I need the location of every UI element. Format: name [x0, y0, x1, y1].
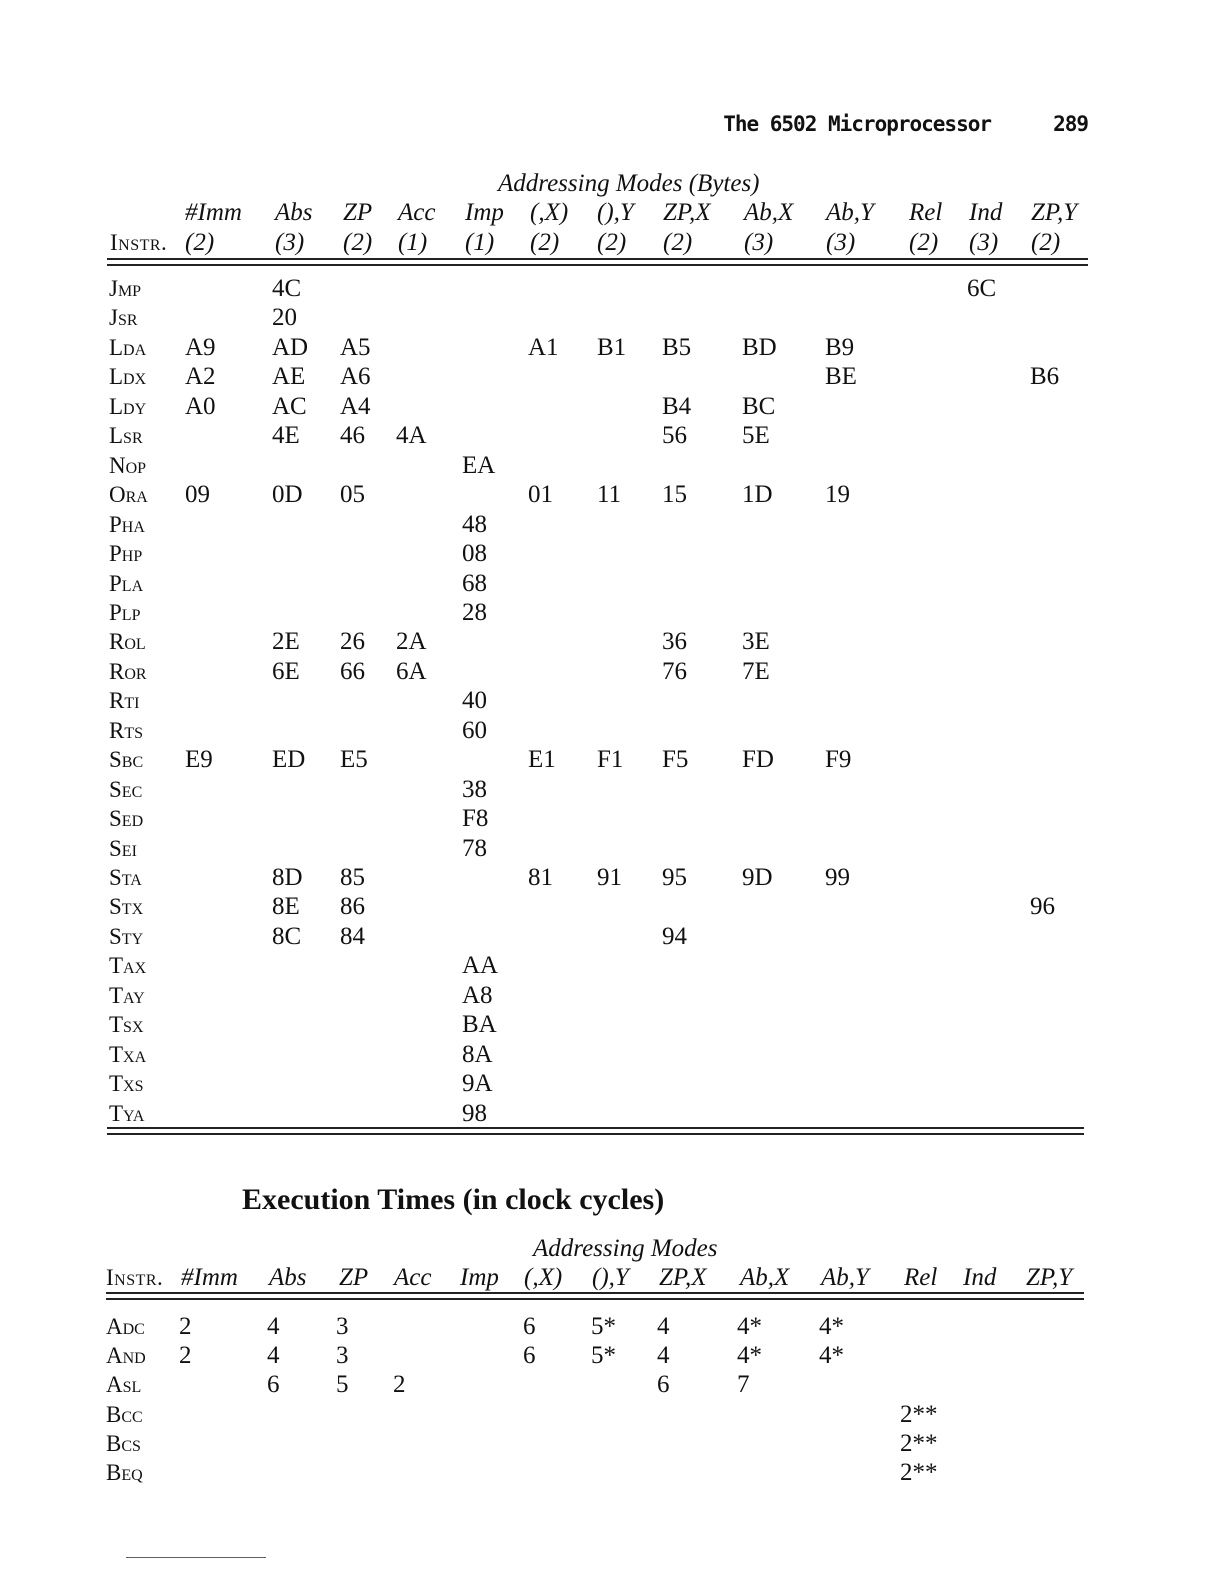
exec-column-header: Ind: [963, 1264, 997, 1291]
opcode-cell: 9D: [742, 864, 773, 891]
opcode-cell: 95: [662, 864, 687, 891]
column-bytes: (3): [275, 229, 305, 256]
cycle-count-cell: 2: [179, 1313, 192, 1340]
opcode-cell: 4C: [272, 275, 302, 302]
opcode-cell: A0: [185, 393, 216, 420]
opcode-cell: 19: [825, 481, 850, 508]
exec-column-header: Abs: [269, 1264, 307, 1291]
opcode-cell: 15: [662, 481, 687, 508]
cycle-count-cell: 6: [267, 1371, 280, 1398]
column-bytes: (2): [909, 229, 939, 256]
opcode-cell: E1: [528, 746, 556, 773]
opcode-cell: FD: [742, 746, 774, 773]
opcode-cell: BE: [825, 363, 857, 390]
opcode-cell: BA: [462, 1011, 497, 1038]
opcode-cell: 76: [662, 658, 687, 685]
instruction-mnemonic: Txs: [109, 1071, 144, 1096]
opcode-cell: 98: [462, 1100, 487, 1127]
instruction-mnemonic: Ora: [109, 482, 148, 507]
cycle-count-cell: 4*: [819, 1342, 844, 1369]
opcode-cell: 38: [462, 776, 487, 803]
column-bytes: (2): [185, 229, 215, 256]
opcode-cell: ED: [272, 746, 306, 773]
cycle-count-cell: 2: [393, 1371, 406, 1398]
opcode-cell: A2: [185, 363, 216, 390]
instruction-mnemonic: Stx: [109, 894, 144, 919]
column-bytes: (1): [465, 229, 495, 256]
table-end-rule-top: [107, 1127, 1084, 1129]
cycle-count-cell: 3: [336, 1342, 349, 1369]
opcode-cell: 7E: [742, 658, 770, 685]
instruction-mnemonic: Txa: [109, 1042, 147, 1067]
opcode-cell: F1: [597, 746, 624, 773]
instruction-mnemonic: Tax: [109, 953, 147, 978]
opcode-cell: EA: [462, 452, 496, 479]
cycle-count-cell: 4: [267, 1313, 280, 1340]
opcode-cell: 4E: [272, 422, 300, 449]
cycle-count-cell: 7: [737, 1371, 750, 1398]
opcode-cell: 8A: [462, 1041, 493, 1068]
opcode-cell: B6: [1030, 363, 1060, 390]
opcode-cell: 05: [340, 481, 365, 508]
exec-column-header: ZP: [339, 1264, 369, 1291]
instruction-mnemonic: Rti: [109, 688, 140, 713]
column-bytes: (1): [398, 229, 428, 256]
opcode-cell: 56: [662, 422, 687, 449]
instruction-mnemonic: Pla: [109, 571, 144, 596]
column-bytes: (2): [1031, 229, 1061, 256]
column-header: ZP: [343, 199, 373, 226]
opcode-cell: AA: [462, 952, 499, 979]
column-header: ZP,X: [663, 199, 711, 226]
footer-link-underline: [126, 1557, 266, 1558]
opcode-cell: F5: [662, 746, 689, 773]
opcode-cell: A4: [340, 393, 371, 420]
exec-header-rule-top: [106, 1292, 1084, 1294]
column-bytes: (2): [663, 229, 693, 256]
cycle-count-cell: 5*: [591, 1342, 616, 1369]
column-header: (,X): [530, 199, 569, 226]
instruction-mnemonic: Lda: [109, 335, 147, 360]
opcode-cell: AD: [272, 334, 309, 361]
opcode-cell: 68: [462, 570, 487, 597]
opcode-cell: 91: [597, 864, 622, 891]
book-title: The 6502 Microprocessor: [723, 112, 991, 136]
column-header: Acc: [398, 199, 436, 226]
opcode-cell: 96: [1030, 893, 1055, 920]
exec-group-title: Addressing Modes: [533, 1235, 718, 1262]
opcode-cell: B5: [662, 334, 692, 361]
opcode-cell: 26: [340, 628, 365, 655]
opcode-cell: A6: [340, 363, 371, 390]
instruction-mnemonic: Lsr: [109, 423, 143, 448]
opcode-cell: 6A: [396, 658, 427, 685]
column-header: (),Y: [597, 199, 634, 226]
column-header: Rel: [909, 199, 943, 226]
instruction-mnemonic: Rol: [109, 629, 146, 654]
opcode-cell: E5: [340, 746, 368, 773]
exec-instruction-mnemonic: Bcc: [106, 1402, 143, 1427]
opcode-cell: 1D: [742, 481, 773, 508]
opcode-cell: 01: [528, 481, 553, 508]
column-bytes: (3): [744, 229, 774, 256]
instruction-mnemonic: Sta: [109, 865, 142, 890]
running-head: [640, 112, 1088, 140]
instruction-mnemonic: Jsr: [109, 305, 138, 330]
exec-instruction-mnemonic: Beq: [106, 1460, 143, 1485]
opcode-cell: 60: [462, 717, 487, 744]
opcode-cell: 8C: [272, 923, 302, 950]
opcode-cell: 5E: [742, 422, 770, 449]
exec-column-header: ZP,Y: [1026, 1264, 1073, 1291]
opcode-cell: 09: [185, 481, 210, 508]
opcode-group-title: Addressing Modes (Bytes): [498, 170, 760, 197]
cycle-count-cell: 6: [523, 1342, 536, 1369]
opcode-cell: B1: [597, 334, 627, 361]
opcode-cell: 99: [825, 864, 850, 891]
opcode-cell: F8: [462, 805, 489, 832]
opcode-cell: 2E: [272, 628, 300, 655]
instruction-mnemonic: Pha: [109, 512, 145, 537]
cycle-count-cell: 4: [657, 1342, 670, 1369]
instruction-mnemonic: Jmp: [109, 276, 142, 301]
instruction-mnemonic: Ldx: [109, 364, 147, 389]
instruction-mnemonic: Nop: [109, 453, 147, 478]
opcode-cell: 20: [272, 304, 297, 331]
cycle-count-cell: 2**: [900, 1430, 938, 1457]
opcode-cell: A1: [528, 334, 559, 361]
exec-instr-label: Instr.: [106, 1265, 164, 1290]
exec-instruction-mnemonic: Bcs: [106, 1431, 141, 1456]
opcode-cell: AC: [272, 393, 307, 420]
cycle-count-cell: 6: [657, 1371, 670, 1398]
cycle-count-cell: 4: [267, 1342, 280, 1369]
column-header: Ab,Y: [826, 199, 874, 226]
opcode-cell: A8: [462, 982, 493, 1009]
instruction-mnemonic: Sty: [109, 924, 144, 949]
opcode-cell: 78: [462, 835, 487, 862]
opcode-cell: 0D: [272, 481, 303, 508]
instruction-mnemonic: Plp: [109, 600, 141, 625]
exec-column-header: Rel: [904, 1264, 938, 1291]
exec-column-header: Ab,Y: [821, 1264, 869, 1291]
instruction-mnemonic: Php: [109, 541, 143, 566]
execution-times-title: Execution Times (in clock cycles): [242, 1183, 665, 1216]
opcode-cell: 6C: [967, 275, 997, 302]
opcode-cell: AE: [272, 363, 306, 390]
cycle-count-cell: 5*: [591, 1313, 616, 1340]
instruction-mnemonic: Sei: [109, 836, 137, 861]
opcode-cell: BC: [742, 393, 776, 420]
instruction-mnemonic: Rts: [109, 718, 144, 743]
column-header: Ind: [969, 199, 1003, 226]
exec-instruction-mnemonic: Asl: [106, 1372, 142, 1397]
opcode-cell: 4A: [396, 422, 427, 449]
column-bytes: (2): [530, 229, 560, 256]
column-header: ZP,Y: [1031, 199, 1078, 226]
opcode-cell: 28: [462, 599, 487, 626]
exec-instruction-mnemonic: Adc: [106, 1314, 145, 1339]
exec-column-header: Ab,X: [740, 1264, 790, 1291]
cycle-count-cell: 4*: [737, 1342, 762, 1369]
opcode-cell: 11: [597, 481, 622, 508]
opcode-cell: 48: [462, 511, 487, 538]
cycle-count-cell: 2**: [900, 1401, 938, 1428]
exec-column-header: (,X): [524, 1264, 563, 1291]
exec-instruction-mnemonic: And: [106, 1343, 146, 1368]
opcode-cell: B4: [662, 393, 692, 420]
header-rule-bottom: [107, 264, 1088, 266]
exec-column-header: Imp: [460, 1264, 499, 1291]
column-bytes: (2): [597, 229, 627, 256]
cycle-count-cell: 4*: [737, 1313, 762, 1340]
column-bytes: (3): [826, 229, 856, 256]
exec-column-header: ZP,X: [659, 1264, 707, 1291]
instruction-mnemonic: Tya: [109, 1101, 145, 1126]
opcode-cell: E9: [185, 746, 213, 773]
opcode-cell: 2A: [396, 628, 427, 655]
page-number: 289: [1053, 112, 1088, 136]
opcode-instr-label: Instr.: [110, 230, 168, 255]
opcode-cell: 08: [462, 540, 487, 567]
instruction-mnemonic: Ldy: [109, 394, 147, 419]
table-end-rule-bottom: [107, 1133, 1084, 1135]
opcode-cell: BD: [742, 334, 777, 361]
opcode-cell: 81: [528, 864, 553, 891]
opcode-cell: 36: [662, 628, 687, 655]
instruction-mnemonic: Sbc: [109, 747, 144, 772]
opcode-cell: 46: [340, 422, 365, 449]
opcode-cell: 6E: [272, 658, 300, 685]
exec-column-header: #Imm: [181, 1264, 238, 1291]
header-rule-top: [107, 258, 1088, 260]
column-bytes: (3): [969, 229, 999, 256]
cycle-count-cell: 4*: [819, 1313, 844, 1340]
instruction-mnemonic: Sed: [109, 806, 144, 831]
exec-header-rule-bottom: [106, 1298, 1084, 1300]
instruction-mnemonic: Tay: [109, 983, 145, 1008]
opcode-cell: 8E: [272, 893, 300, 920]
opcode-cell: 94: [662, 923, 687, 950]
opcode-cell: 86: [340, 893, 365, 920]
cycle-count-cell: 6: [523, 1313, 536, 1340]
cycle-count-cell: 5: [336, 1371, 349, 1398]
exec-column-header: Acc: [394, 1264, 432, 1291]
instruction-mnemonic: Ror: [109, 659, 147, 684]
cycle-count-cell: 4: [657, 1313, 670, 1340]
opcode-cell: 3E: [742, 628, 770, 655]
cycle-count-cell: 2: [179, 1342, 192, 1369]
opcode-cell: A9: [185, 334, 216, 361]
column-header: Ab,X: [744, 199, 794, 226]
opcode-cell: A5: [340, 334, 371, 361]
opcode-cell: 85: [340, 864, 365, 891]
instruction-mnemonic: Sec: [109, 777, 143, 802]
column-header: Abs: [275, 199, 313, 226]
opcode-cell: 40: [462, 687, 487, 714]
column-bytes: (2): [343, 229, 373, 256]
opcode-cell: 84: [340, 923, 365, 950]
cycle-count-cell: 3: [336, 1313, 349, 1340]
opcode-cell: 9A: [462, 1070, 493, 1097]
opcode-cell: F9: [825, 746, 852, 773]
exec-column-header: (),Y: [592, 1264, 629, 1291]
column-header: #Imm: [185, 199, 242, 226]
instruction-mnemonic: Tsx: [109, 1012, 144, 1037]
cycle-count-cell: 2**: [900, 1459, 938, 1486]
opcode-cell: 8D: [272, 864, 303, 891]
column-header: Imp: [465, 199, 504, 226]
opcode-cell: 66: [340, 658, 365, 685]
opcode-cell: B9: [825, 334, 855, 361]
